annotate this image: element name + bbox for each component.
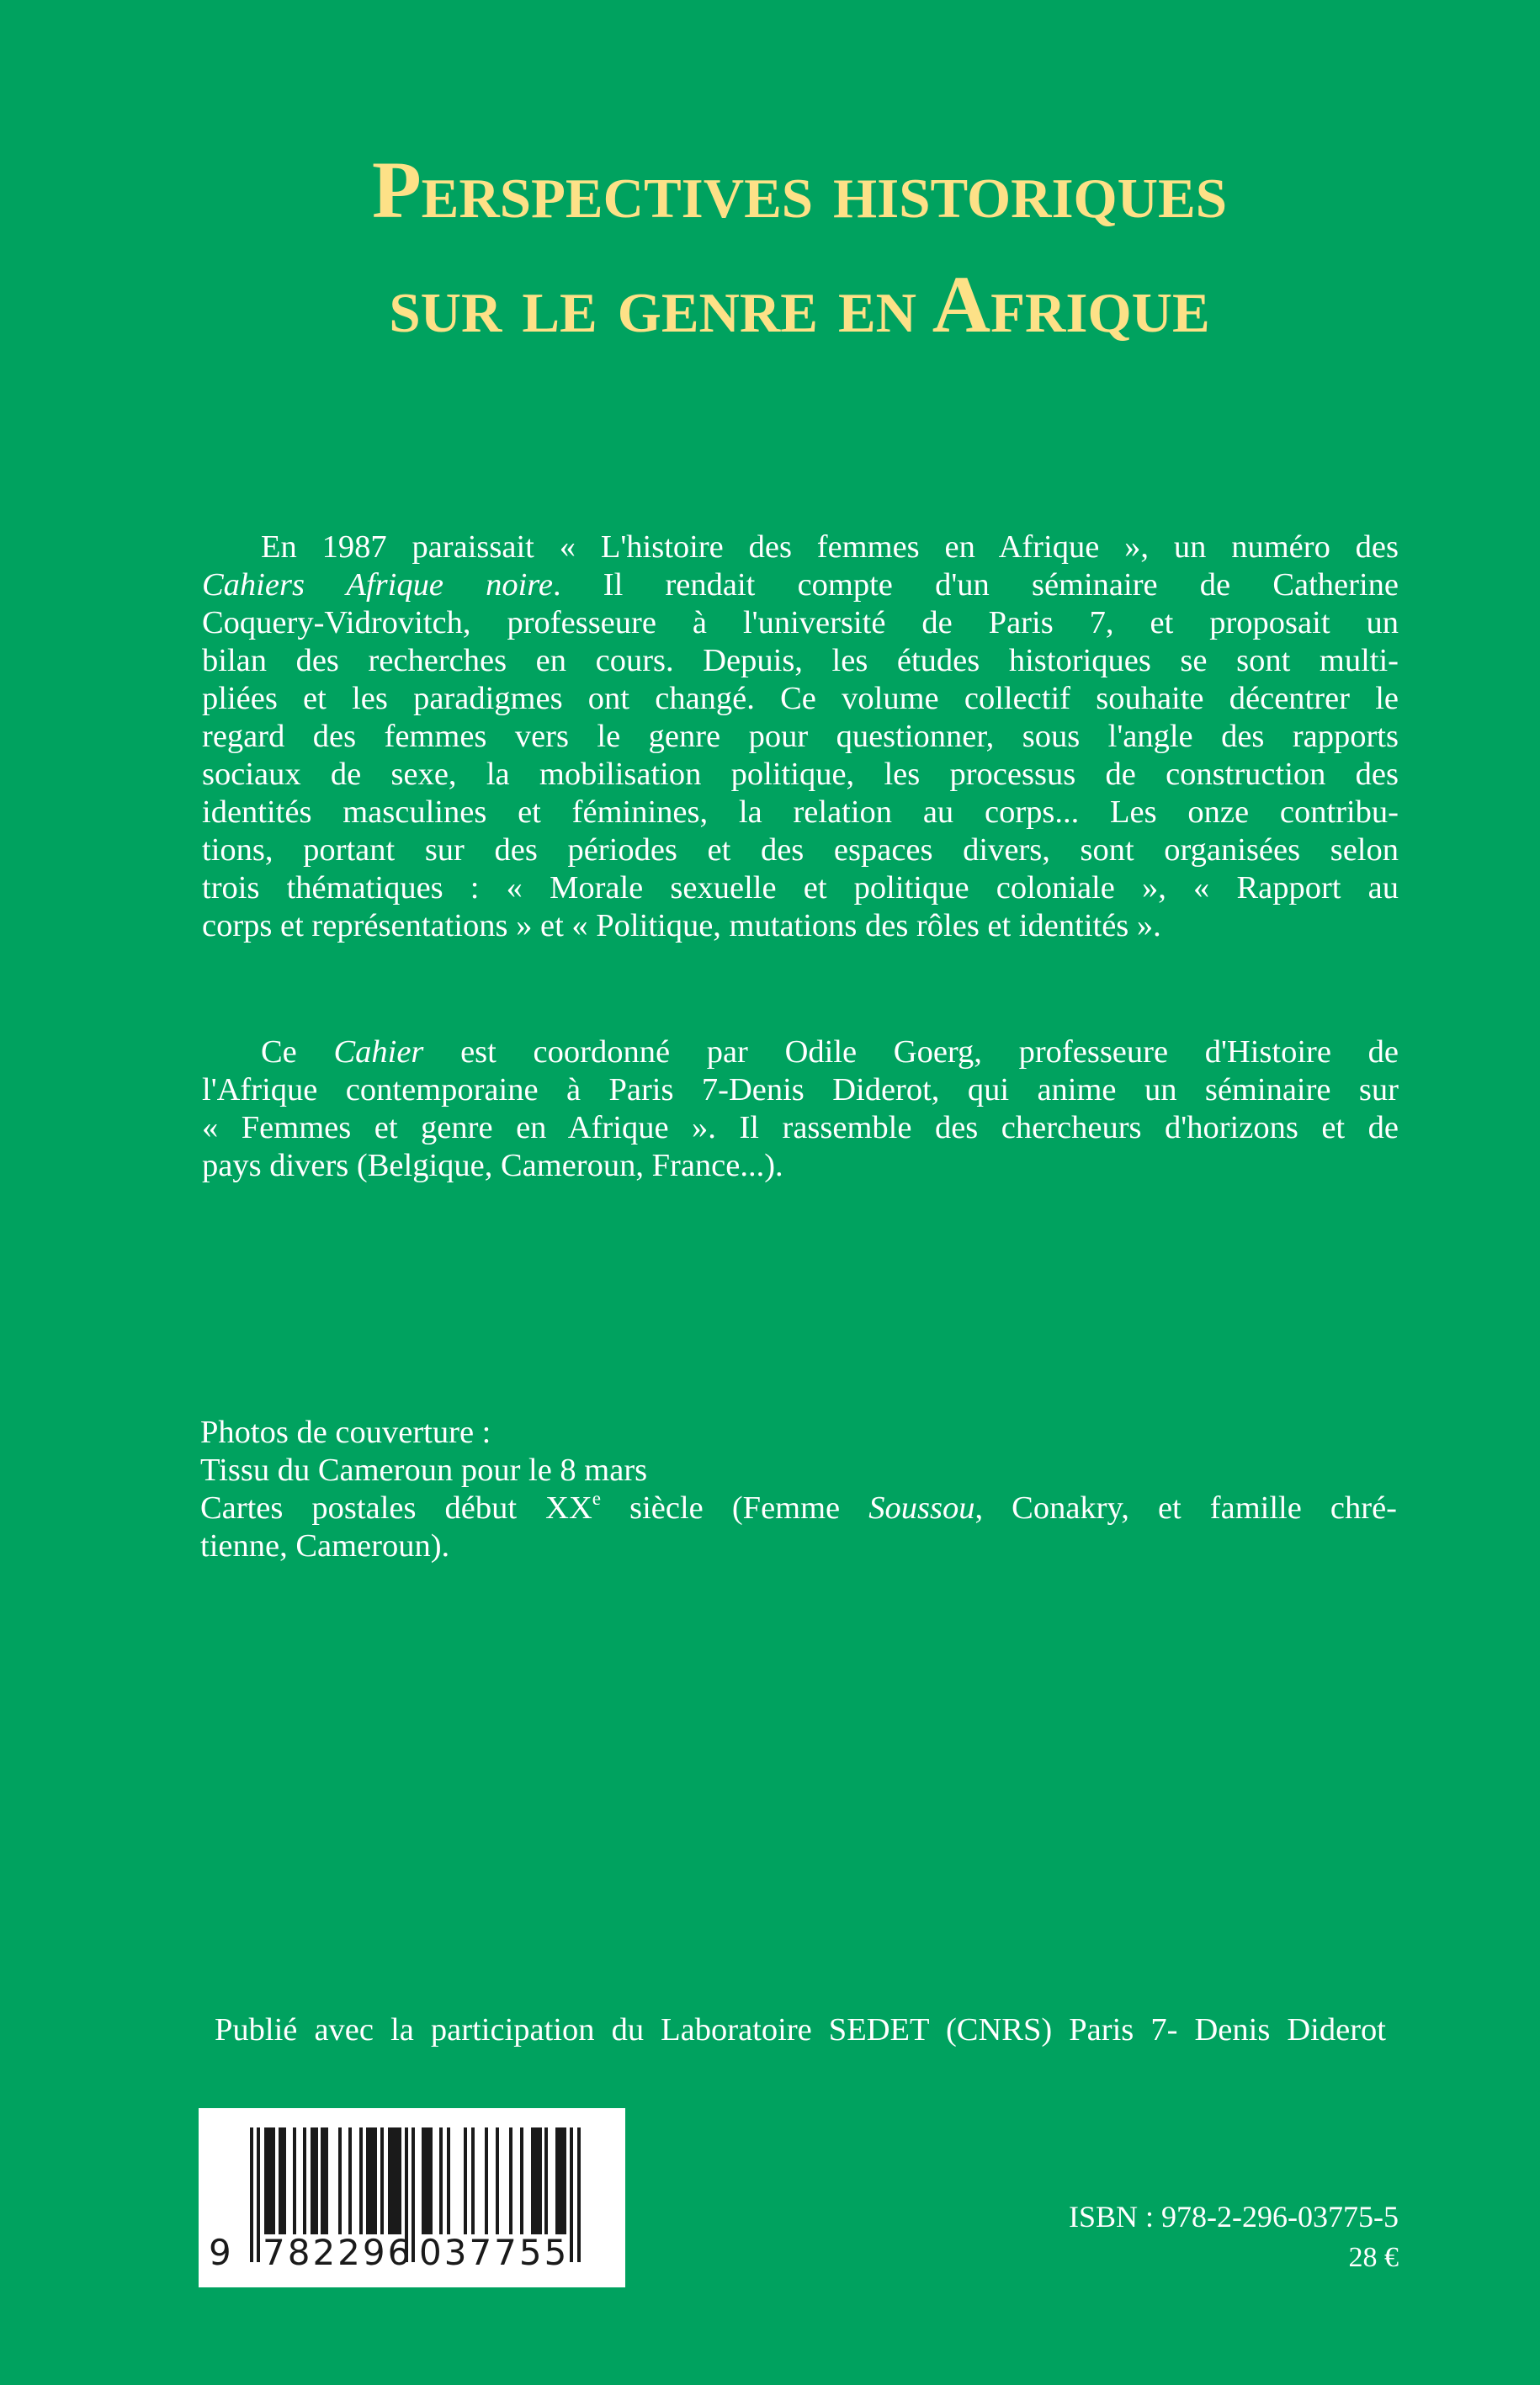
text-line: pliées et les paradigmes ont changé. Ce volume collectif souhaite décentrer le (202, 681, 1399, 716)
description-paragraph-2 (202, 1033, 1399, 1185)
cover-photo-credits (200, 1414, 1412, 1565)
book-title (244, 133, 1355, 362)
isbn-number: ISBN : 978-2-296-03775-5 (1069, 2200, 1399, 2234)
description-paragraph-1 (202, 529, 1399, 945)
text-line: pays divers (Belgique, Cameroun, France...). (202, 1148, 783, 1183)
title-line-2: sur le genre en Afrique (389, 259, 1210, 349)
photo-credits-heading: Photos de couverture : (200, 1415, 491, 1450)
italic-series-title: Cahiers Afrique noire (202, 567, 553, 603)
text-line: Coquery-Vidrovitch, professeure à l'université de Paris 7, et proposait un (202, 605, 1399, 640)
photo-credit-2-cont: tienne, Cameroun). (200, 1528, 450, 1564)
text-line: Cahiers Afrique noire. Il rendait compte d'un séminaire de Catherine (202, 567, 1399, 603)
isbn-barcode (199, 2108, 625, 2287)
photo-credit-2: Cartes postales début XXe siècle (Femme Soussou, Conakry, et famille chré- (200, 1486, 1397, 1526)
text-line: trois thématiques : « Morale sexuelle et politique coloniale », « Rapport au (202, 870, 1399, 906)
text-line: tions, portant sur des périodes et des espaces divers, sont organisées selon (202, 832, 1399, 868)
barcode-right-group: 037755 (419, 2232, 570, 2273)
text-line: sociaux de sexe, la mobilisation politique, les processus de construction des (202, 757, 1399, 792)
italic-cahier: Cahier (333, 1034, 424, 1070)
text-line: En 1987 paraissait « L'histoire des femmes en Afrique », un numéro des (261, 529, 1399, 565)
title-line-1: Perspectives historiques (371, 145, 1228, 235)
barcode-lead-digit: 9 (209, 2232, 231, 2273)
text-line: l'Afrique contemporaine à Paris 7-Denis Diderot, qui anime un séminaire sur (202, 1072, 1399, 1108)
text-line: regard des femmes vers le genre pour questionner, sous l'angle des rapports (202, 719, 1399, 754)
text-line: « Femmes et genre en Afrique ». Il rassemble des chercheurs d'horizons et de (202, 1110, 1399, 1145)
text-line: identités masculines et féminines, la relation au corps... Les onze contribu- (202, 794, 1399, 830)
text-line: corps et représentations » et « Politique, mutations des rôles et identités ». (202, 908, 1161, 943)
text-line: Ce Cahier est coordonné par Odile Goerg, professeure d'Histoire de (261, 1034, 1399, 1070)
text-line: bilan des recherches en cours. Depuis, les études historiques se sont multi- (202, 643, 1399, 678)
barcode-left-group: 782296 (263, 2232, 413, 2273)
price: 28 € (1348, 2242, 1399, 2273)
photo-credit-1: Tissu du Cameroun pour le 8 mars (200, 1453, 648, 1488)
publication-note: Publié avec la participation du Laboratoire SEDET (CNRS) Paris 7- Denis Diderot (215, 2012, 1386, 2048)
